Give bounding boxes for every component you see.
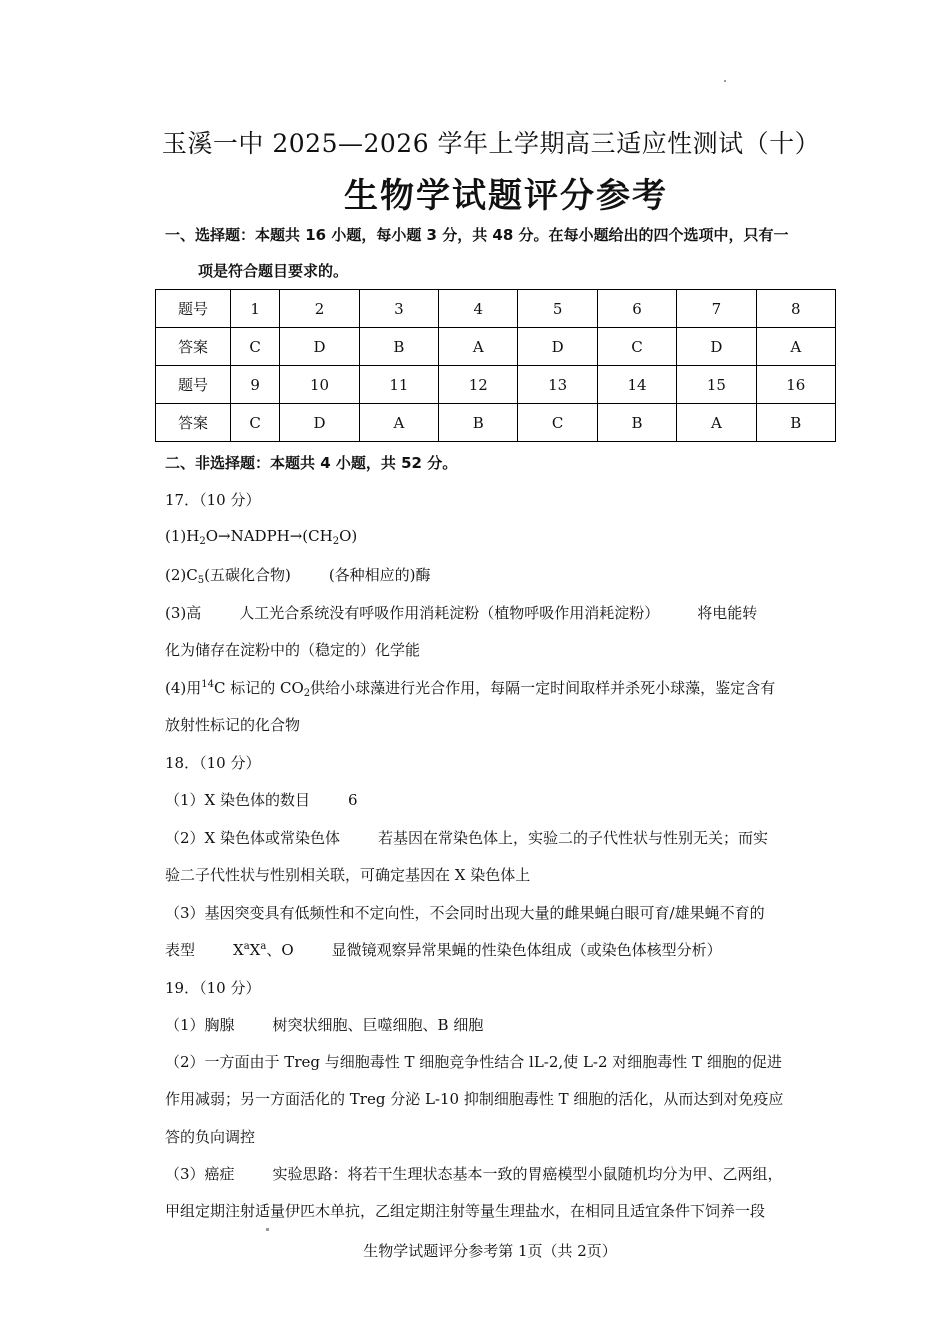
- exam-subtitle: 生物学试题评分参考: [344, 176, 668, 216]
- answer-cell: B: [597, 404, 676, 442]
- row-label-number: 题号: [156, 290, 231, 328]
- answer-cell: A: [439, 328, 518, 366]
- q19-answer-2-cont: 作用减弱；另一方面活化的 Treg 分泌 L-10 抑制细胞毒性 T 细胞的活化，从而达到对免疫应: [165, 1090, 784, 1108]
- question-number: 13: [518, 366, 597, 404]
- question-number: 16: [756, 366, 835, 404]
- q19-answer-2-end: 答的负向调控: [165, 1128, 256, 1146]
- q19-answer-3-cont: 甲组定期注射适量伊匹木单抗，乙组定期注射等量生理盐水，在相同且适宜条件下饲养一段: [165, 1202, 766, 1220]
- question-number: 6: [597, 290, 676, 328]
- q17-answer-4: (4)用$^{14}$C 标记的 $CO_2$供给小球藻进行光合作用，每隔一定时间取样并杀死小球藻，鉴定含有: [165, 679, 776, 699]
- q18-answer-1: （1）X 染色体的数目 6: [165, 791, 358, 809]
- q19-answer-2: （2）一方面由于 Treg 与细胞毒性 T 细胞竞争性结合 lL-2,使 L-2 对细胞毒性 T 细胞的促进: [165, 1053, 782, 1071]
- q17-answer-2: $(2)C_5$(五碳化合物) (各种相应的)酶: [165, 566, 431, 586]
- question-number: 9: [231, 366, 280, 404]
- answer-cell: B: [439, 404, 518, 442]
- exam-title: 玉溪一中 2025—2026 学年上学期高三适应性测试（十）: [161, 129, 821, 158]
- q17-answer-3: (3)高 人工光合系统没有呼吸作用消耗淀粉（植物呼吸作用消耗淀粉） 将电能转: [165, 604, 758, 622]
- answer-cell: D: [518, 328, 597, 366]
- answer-cell: C: [518, 404, 597, 442]
- q17-answer-3-cont: 化为储存在淀粉中的（稳定的）化学能: [165, 641, 421, 659]
- answer-cell: D: [677, 328, 756, 366]
- question-number: 14: [597, 366, 676, 404]
- q18-answer-2: （2）X 染色体或常染色体 若基因在常染色体上，实验二的子代性状与性别无关；而实: [165, 829, 769, 847]
- table-row-answers-1: [156, 328, 836, 366]
- question-number: 1: [231, 290, 280, 328]
- answer-cell: B: [359, 328, 438, 366]
- answer-cell: D: [280, 328, 359, 366]
- q19-header: 19．（10 分）: [165, 979, 261, 997]
- q18-answer-2-cont: 验二子代性状与性别相关联，可确定基因在 X 染色体上: [165, 866, 531, 884]
- row-label-number: 题号: [156, 366, 231, 404]
- question-number: 4: [439, 290, 518, 328]
- question-number: 15: [677, 366, 756, 404]
- table-row-numbers-2: [156, 366, 836, 404]
- question-number: 8: [756, 290, 835, 328]
- question-number: 10: [280, 366, 359, 404]
- page-footer: 生物学试题评分参考第 1页（共 2页）: [363, 1242, 617, 1260]
- question-number: 11: [359, 366, 438, 404]
- answer-cell: A: [359, 404, 438, 442]
- answer-cell: C: [597, 328, 676, 366]
- q18-answer-3-cont: 表型 $X^aX^a$、O 显微镜观察异常果蝇的性染色体组成（或染色体核型分析）: [165, 941, 722, 959]
- scan-mark: [266, 1228, 269, 1231]
- answer-cell: C: [231, 404, 280, 442]
- question-number: 2: [280, 290, 359, 328]
- table-row-answers-2: [156, 404, 836, 442]
- row-label-answer: 答案: [156, 328, 231, 366]
- question-number: 12: [439, 366, 518, 404]
- section1-heading-cont: 项是符合题目要求的。: [198, 262, 349, 280]
- question-number: 7: [677, 290, 756, 328]
- section2-heading: 二、非选择题：本题共 4 小题，共 52 分。: [165, 454, 458, 472]
- question-number: 3: [359, 290, 438, 328]
- row-label-answer: 答案: [156, 404, 231, 442]
- answer-cell: B: [756, 404, 835, 442]
- q19-answer-1: （1）胸腺 树突状细胞、巨噬细胞、B 细胞: [165, 1016, 484, 1034]
- q19-answer-3: （3）癌症 实验思路：将若干生理状态基本一致的胃癌模型小鼠随机均分为甲、乙两组，: [165, 1165, 783, 1183]
- q18-answer-3: （3）基因突变具有低频性和不定向性，不会同时出现大量的雌果蝇白眼可育/雄果蝇不育的: [165, 904, 765, 922]
- scan-dot: [724, 80, 726, 82]
- table-row-numbers-1: [156, 290, 836, 328]
- q17-answer-4-cont: 放射性标记的化合物: [165, 716, 301, 734]
- answer-cell: D: [280, 404, 359, 442]
- q17-header: 17．（10 分）: [165, 491, 261, 509]
- q18-header: 18．（10 分）: [165, 754, 261, 772]
- answer-cell: C: [231, 328, 280, 366]
- section1-heading: 一、选择题：本题共 16 小题，每小题 3 分，共 48 分。在每小题给出的四个选项中，只有一: [165, 226, 789, 244]
- q17-answer-1: $(1)H_2O\to NADPH\to(CH_2O)$: [165, 527, 358, 547]
- question-number: 5: [518, 290, 597, 328]
- answer-cell: A: [756, 328, 835, 366]
- answer-table: [155, 289, 836, 442]
- answer-cell: A: [677, 404, 756, 442]
